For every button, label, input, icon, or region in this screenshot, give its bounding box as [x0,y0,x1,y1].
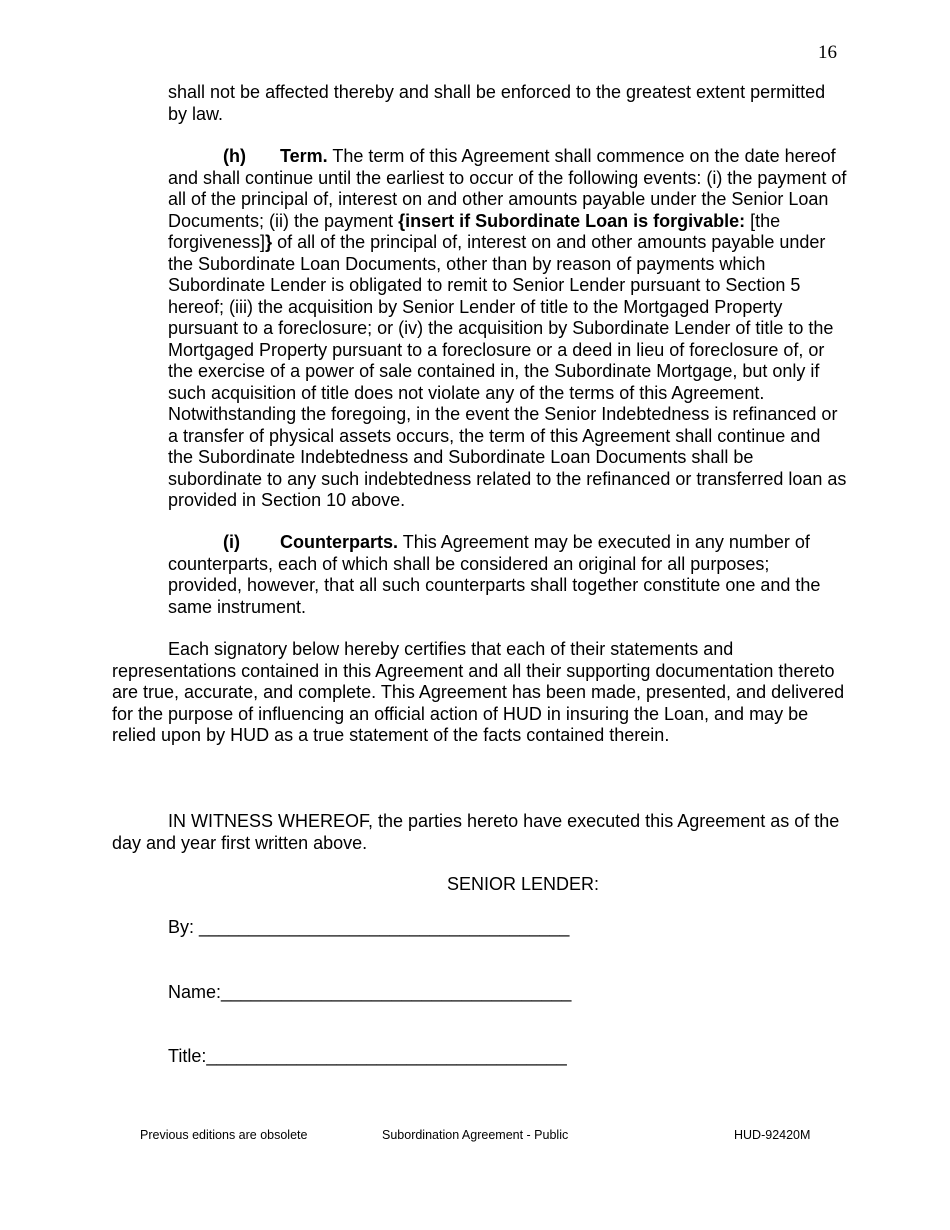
section-h-text-2: of all of the principal of, interest on and other amounts payable under the Subordinate Loan Documents, other than by reason of payments which Subordinate Lender is obligated to remit to Senior Lender pursuant to Section 5 hereof; (iii) the acquisition by Senior Lender of title to the Mortgaged Property pursuant to a foreclosure; or (iv) the acquisition by Subordinate Lender of title to the Mortgaged Property pursuant to a foreclosure or a deed in lieu of foreclosure of, or the exercise of a power of sale contained in, the Subordinate Mortgage, but only if such acquisition of title does not violate any of the terms of this Agreement. Notwithstanding the foregoing, in the event the Senior Indebtedness is refinanced or a transfer of physical assets occurs, the term of this Agreement shall continue and the Subordinate Indebtedness and Subordinate Loan Documents shall be subordinate to any such indebtedness related to the refinanced or transferred loan as provided in Section 10 above. [168,232,847,510]
section-h-number: (h) [223,146,246,166]
section-i-text: This Agreement may be executed in any number of counterparts, each of which shall be considered an original for all purposes; provided, however, that all such counterparts shall together constitute one and the same instrument. [168,532,821,617]
footer-document-title: Subordination Agreement - Public [382,1128,569,1142]
section-i-paragraph [168,532,848,618]
signature-by-line: By: _____________________________________ [168,917,570,937]
section-h-bold-close: } [265,232,273,252]
section-h-paragraph [168,146,848,512]
senior-lender-heading: SENIOR LENDER: [447,874,600,894]
signature-title-line: Title:____________________________________ [168,1046,567,1066]
section-h-text-1: The term of this Agreement shall commence on the date hereof and shall continue until the earliest to occur of the following events: (i) the payment of all of the principal of, interest on and other amounts payable under the Senior Loan Documents; (ii) the payment [168,146,847,231]
page-number: 16 [818,42,837,63]
certification-paragraph: Each signatory below hereby certifies that each of their statements and representations contained in this Agreement and all their supporting documentation thereto are true, accurate, and complete. This Agreement has been made, presented, and delivered for the purpose of influencing an official action of HUD in insuring the Loan, and may be relied upon by HUD as a true statement of the facts contained therein. [112,639,845,745]
section-h-bracket-text: [the forgiveness] [168,210,781,252]
section-i-title: Counterparts. [280,532,399,552]
footer-obsolete-note: Previous editions are obsolete [140,1128,308,1142]
section-i-number: (i) [223,532,240,552]
footer-form-number: HUD-92420M [734,1128,811,1142]
witness-paragraph: IN WITNESS WHEREOF, the parties hereto have executed this Agreement as of the day and year first written above. [112,811,840,853]
section-h-bold-insert: {insert if Subordinate Loan is forgivable: [398,210,746,231]
signature-name-line: Name:___________________________________ [168,982,572,1002]
section-h-title: Term. [280,146,328,166]
intro-paragraph: shall not be affected thereby and shall be enforced to the greatest extent permitted by law. [168,82,826,124]
